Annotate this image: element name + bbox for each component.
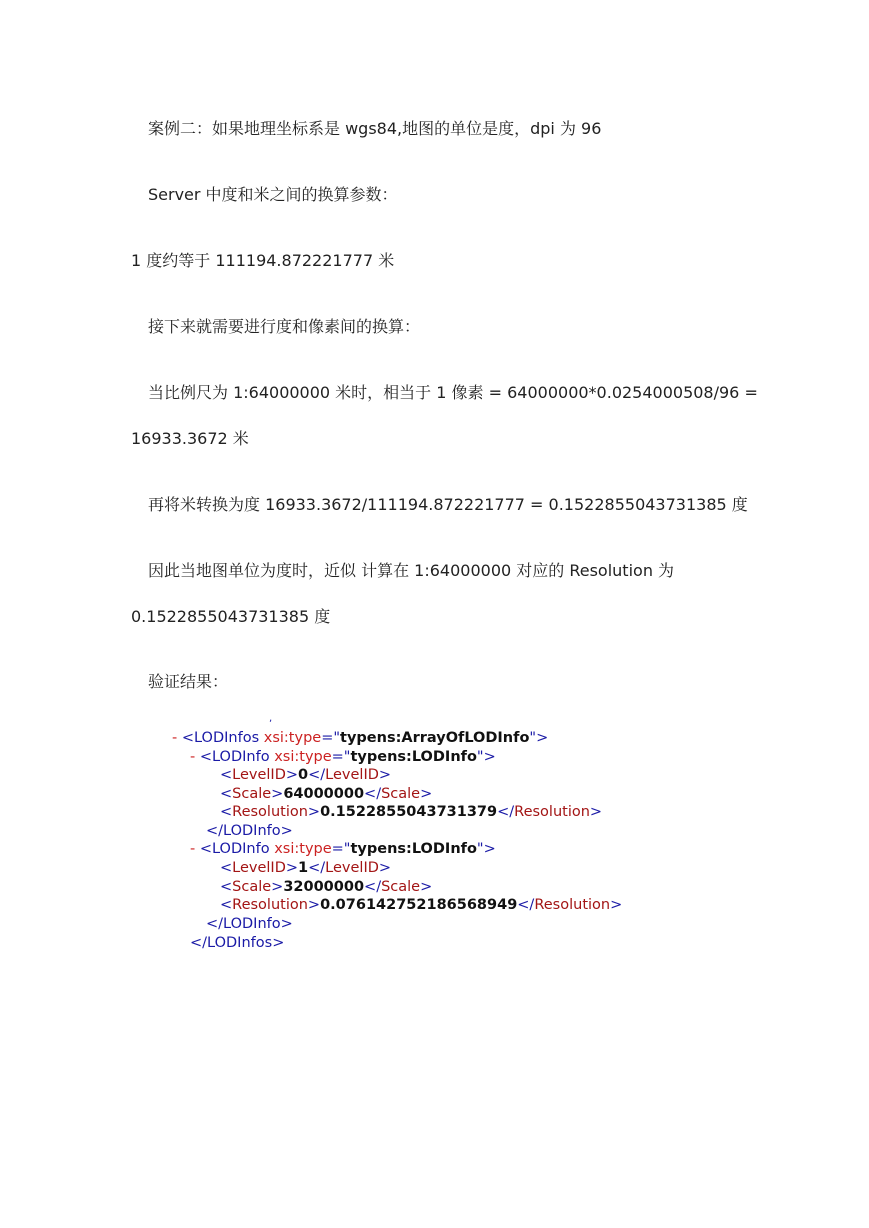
xml-scale-1: <Scale>32000000</Scale> [220,879,433,895]
xml-lodinfo-1-close: </LODInfo> [206,916,293,932]
xml-scale-0: <Scale>64000000</Scale> [220,786,433,802]
xml-lodinfo-0-open: - <LODInfo xsi:type="typens:LODInfo"> [190,749,496,765]
xml-resolution-1: <Resolution>0.076142752186568949</Resolution> [220,897,623,913]
collapse-minus-icon[interactable]: - [190,749,196,765]
pixel-conversion-intro: 接下来就需要进行度和像素间的换算： [148,317,421,336]
xml-levelid-1: <LevelID>1</LevelID> [220,860,392,876]
xml-root-open: - <LODInfos xsi:type="typens:ArrayOfLODInfo"> [172,730,549,746]
xml-lodinfos-screenshot [150,713,670,956]
scale-pixel-line-2: 16933.3672 米 [131,429,249,448]
collapse-minus-icon[interactable]: - [172,730,178,746]
resolution-conclusion-line-1: 因此当地图单位为度时，近似 计算在 1:64000000 对应的 Resolution 为 [148,561,675,580]
xml-lodinfo-0-close: </LODInfo> [206,823,293,839]
conversion-param-intro: Server 中度和米之间的换算参数： [148,185,398,204]
xml-lodinfo-1-open: - <LODInfo xsi:type="typens:LODInfo"> [190,841,496,857]
xml-levelid-0: <LevelID>0</LevelID> [220,767,392,783]
resolution-conclusion-line-2: 0.1522855043731385 度 [131,607,331,626]
case-two-heading: 案例二：如果地理坐标系是 wgs84,地图的单位是度，dpi 为 96 [148,119,602,138]
degree-meter-ratio: 1 度约等于 111194.872221777 米 [131,251,395,270]
verification-heading: 验证结果： [148,672,229,691]
xml-resolution-0: <Resolution>0.1522855043731379</Resolution> [220,804,603,820]
xml-root-close: </LODInfos> [190,935,285,951]
scale-pixel-line-1: 当比例尺为 1:64000000 米时，相当于 1 像素 = 64000000*0.0254000508/96 = [148,383,758,402]
meter-to-degree-line: 再将米转换为度 16933.3672/111194.872221777 = 0.1522855043731385 度 [148,495,748,514]
xml-tick-mark: , [269,713,273,724]
collapse-minus-icon[interactable]: - [190,841,196,857]
